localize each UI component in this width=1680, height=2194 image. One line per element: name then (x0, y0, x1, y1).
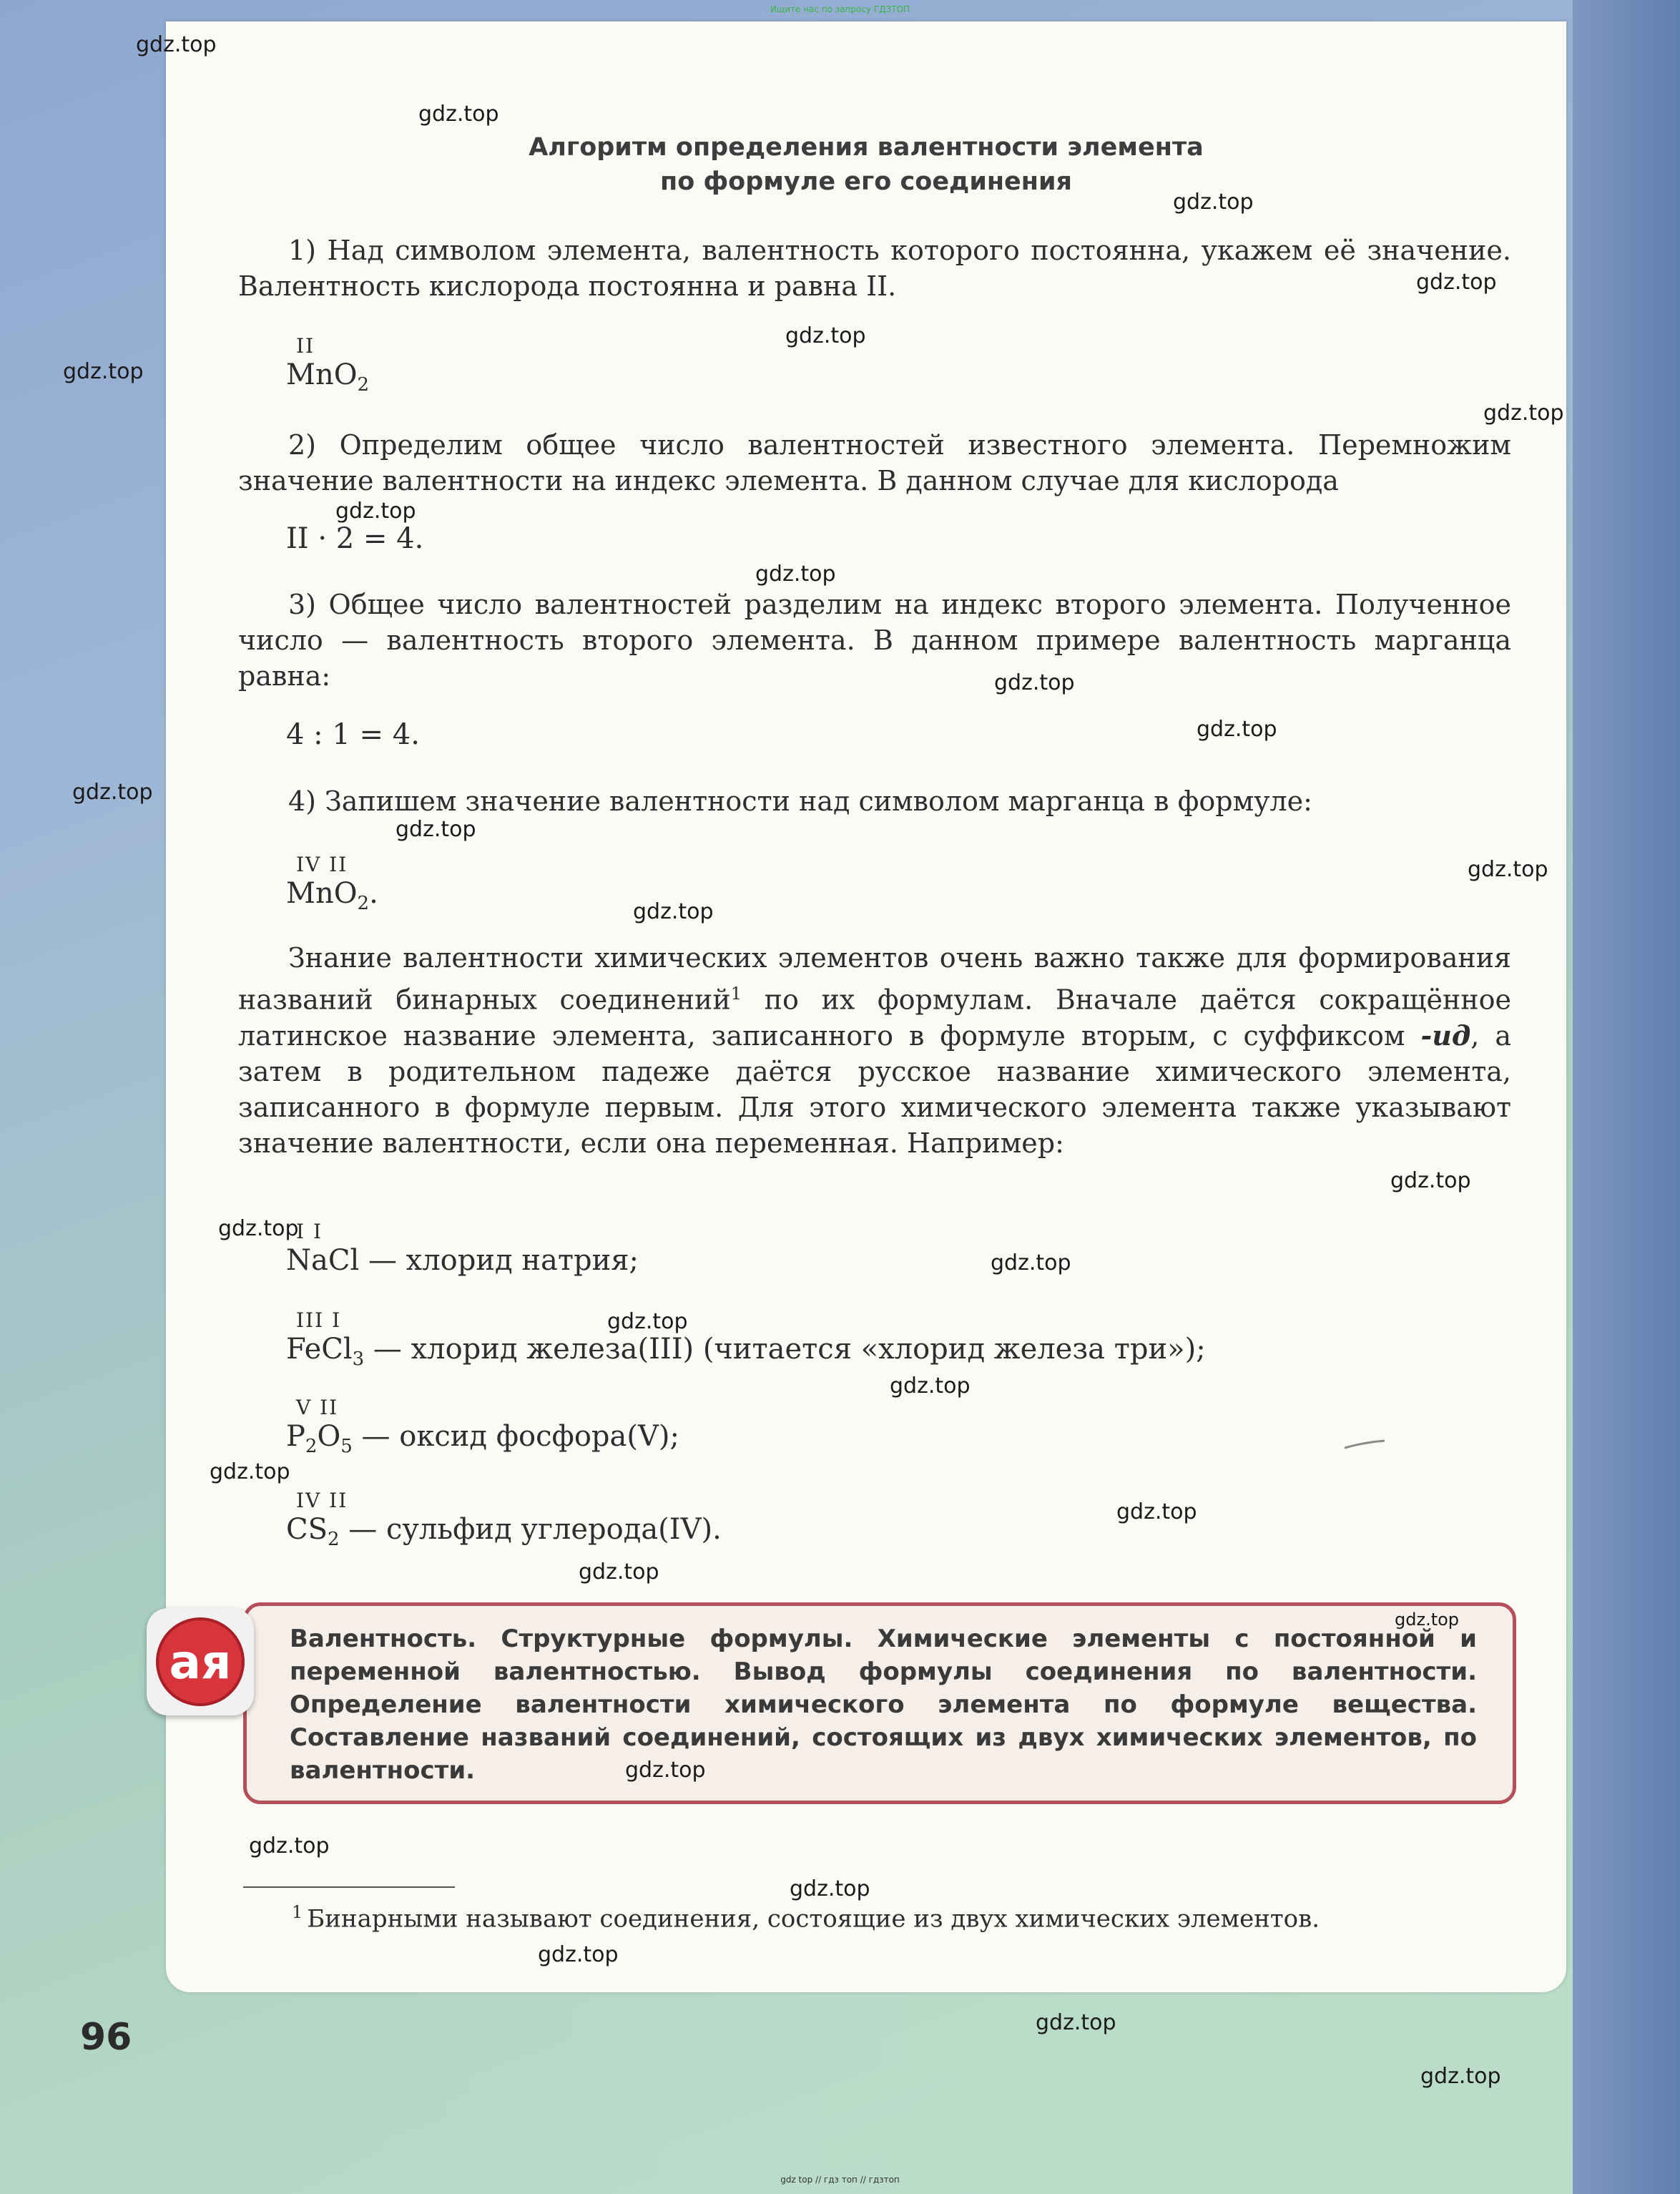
suffix-id: -ид (1420, 1019, 1471, 1052)
watermark: gdz.top (890, 1373, 971, 1399)
watermark: gdz.top (396, 817, 476, 842)
watermark: gdz.top (1468, 857, 1548, 882)
example-fecl3: III I FeCl$_3$ — хлорид железа(III) (читается «хлорид железа три»); (286, 1308, 1206, 1370)
watermark: gdz.top (1036, 2010, 1116, 2035)
watermark: gdz.top (72, 780, 153, 805)
formula-main: MnO$_2$. (286, 877, 378, 914)
watermark: gdz.top (210, 1459, 290, 1484)
formula-main: MnO$_2$ (286, 358, 370, 396)
watermark: gdz.top (790, 1876, 870, 1901)
watermark: gdz.top (136, 32, 217, 57)
section-title (166, 130, 1566, 199)
example-nacl: I I NaCl — хлорид натрия; (286, 1220, 639, 1277)
watermark: gdz.top (1197, 717, 1277, 742)
background-right-strip (1573, 0, 1680, 2194)
keywords-text: Валентность. Структурные формулы. Химические элементы с постоянной и переменной валентностью. Вывод формулы соединения по валентности. Определение валентности химического элемента по формуле вещества. Составление названий соединений, состоящих из двух химических элементов, по валентности. (290, 1625, 1477, 1785)
step-3-equation: 4 : 1 = 4. (286, 718, 420, 751)
formula-mno2-manganese (286, 853, 378, 921)
formula-mno2-oxygen (286, 335, 369, 402)
watermark: gdz.top (755, 562, 836, 587)
step-3-text: 3) Общее число валентностей разделим на индекс второго элемента. Полученное число — валентность второго элемента. В данном примере валентность марганца равна: (238, 589, 1511, 692)
example-p2o5: V II $P_2O_5$ — оксид фосфора(V); (286, 1396, 679, 1457)
watermark: gdz.top (249, 1833, 330, 1858)
footnote: $^1$ Бинарными называют соединения, состоящие из двух химических элементов. (292, 1902, 1320, 1934)
valence-label: II (296, 334, 315, 358)
step-2-text: 2) Определим общее число валентностей известного элемента. Перемножим значение валентности на индекс элемента. В данном случае для кислорода (238, 429, 1511, 496)
keywords-badge (147, 1608, 254, 1715)
step-2-equation: II · 2 = 4. (286, 522, 424, 555)
bottom-note: gdz top // гдз топ // гдзтоп (780, 2175, 900, 2185)
watermark: gdz.top (579, 1559, 659, 1585)
watermark: gdz.top (418, 102, 499, 127)
watermark: gdz.top (1116, 1499, 1197, 1524)
watermark: gdz.top (625, 1758, 706, 1783)
step-4-text: 4) Запишем значение валентности над символом марганца в формуле: (288, 785, 1312, 817)
naming-paragraph: Знание валентности химических элементов очень важно также для формирования названий бинарных соединений$^1$ по их формулам. Вначале даётся сокращённое латинское название элемента, записанного в формуле вторым, с суффиксом -ид, а затем в родительном падеже даётся русское название химического элемента, записанного в формуле первым. Для этого химического элемента также указывают значение валентности, если она переменная. Например: (238, 942, 1511, 1159)
example-cs2: IV II $CS_2$ — сульфид углерода(IV). (286, 1489, 722, 1550)
watermark: gdz.top (1173, 190, 1254, 215)
top-note: Ищите нас по запросу ГДЗТОП (770, 4, 910, 14)
watermark: gdz.top (1420, 2064, 1501, 2089)
watermark: gdz.top (994, 670, 1075, 695)
page-number: 96 (80, 2016, 132, 2059)
svg-text:ая: ая (169, 1635, 232, 1690)
keywords-ay-icon (154, 1615, 247, 1708)
watermark: gdz.top (335, 499, 416, 524)
footnote-ref: 1 (730, 984, 742, 1004)
watermark: gdz.top (991, 1250, 1071, 1275)
pencil-scratch-mark (1343, 1439, 1386, 1449)
watermark: gdz.top (633, 899, 714, 924)
section-title-line1: Алгоритм определения валентности элемента (529, 133, 1204, 162)
watermark: gdz.top (785, 323, 866, 348)
watermark: gdz.top (1395, 1610, 1460, 1630)
valence-label: IV II (296, 853, 348, 876)
step-1-text: 1) Над символом элемента, валентность которого постоянна, укажем её значение. Валентность кислорода постоянна и равна II. (238, 235, 1511, 302)
watermark: gdz.top (1390, 1168, 1471, 1193)
footnote-divider (243, 1886, 455, 1888)
watermark: gdz.top (1416, 270, 1497, 295)
watermark: gdz.top (1483, 401, 1564, 426)
watermark: gdz.top (63, 359, 144, 384)
watermark: gdz.top (218, 1216, 299, 1241)
watermark: gdz.top (607, 1309, 688, 1334)
section-title-line2: по формуле его соединения (660, 167, 1072, 196)
watermark: gdz.top (538, 1942, 619, 1967)
